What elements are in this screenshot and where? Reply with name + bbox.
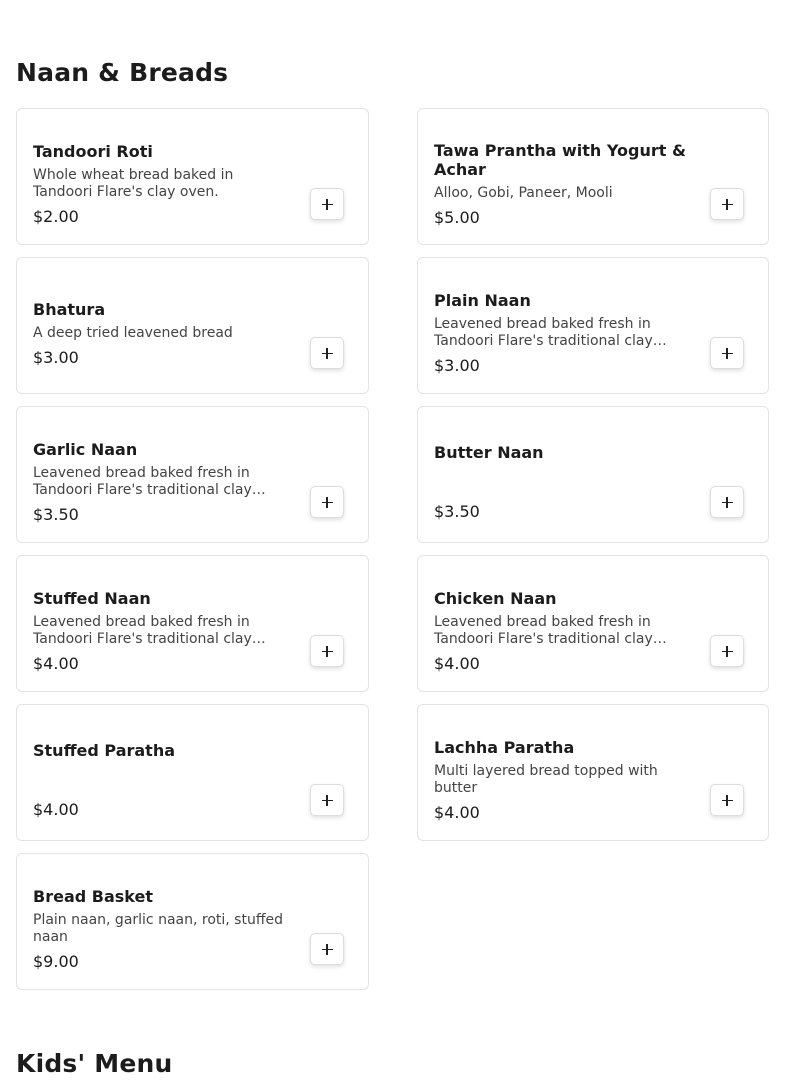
menu-item-card[interactable] — [417, 704, 769, 841]
add-to-cart-button[interactable] — [710, 486, 744, 518]
item-name: Bread Basket — [33, 887, 153, 906]
plus-icon — [322, 497, 333, 508]
plus-icon — [322, 646, 333, 657]
item-name: Stuffed Naan — [33, 589, 151, 608]
add-to-cart-button[interactable] — [310, 933, 344, 965]
menu-item-info — [434, 407, 692, 542]
menu-item-info — [33, 109, 292, 244]
item-description: Alloo, Gobi, Paneer, Mooli — [434, 185, 613, 201]
add-to-cart-button[interactable] — [710, 188, 744, 220]
section-title-kids-menu: Kids' Menu — [16, 1049, 173, 1078]
menu-item-card[interactable] — [16, 853, 369, 990]
menu-item-card[interactable] — [16, 406, 369, 543]
add-to-cart-button[interactable] — [310, 486, 344, 518]
item-description: A deep tried leavened bread — [33, 324, 233, 341]
item-name: Butter Naan — [434, 443, 544, 462]
menu-item-info — [33, 705, 292, 840]
item-price: $9.00 — [33, 952, 79, 971]
item-description: Leavened bread baked fresh in Tandoori Flare's traditional clay — [33, 614, 252, 647]
item-description: Whole wheat bread baked in Tandoori Flare's clay oven. — [33, 167, 234, 200]
plus-icon — [722, 646, 733, 657]
plus-icon — [722, 795, 733, 806]
menu-item-card[interactable] — [417, 406, 769, 543]
item-price: $3.00 — [434, 356, 480, 375]
plus-icon — [322, 944, 333, 955]
item-price: $2.00 — [33, 207, 79, 226]
menu-item-card[interactable] — [16, 257, 369, 394]
item-description: Plain naan, garlic naan, roti, stuffed naan — [33, 912, 283, 945]
plus-icon — [322, 795, 333, 806]
menu-item-card[interactable] — [16, 108, 369, 245]
item-price: $4.00 — [434, 803, 480, 822]
item-price: $4.00 — [434, 654, 480, 673]
menu-item-info — [33, 854, 292, 989]
plus-icon — [722, 199, 733, 210]
item-description: Leavened bread baked fresh in Tandoori Flare's traditional clay — [33, 465, 252, 498]
menu-item-info — [434, 258, 692, 393]
menu-item-card[interactable] — [417, 108, 769, 245]
item-description: Multi layered bread topped with butter — [434, 763, 658, 796]
section-title-naan-breads: Naan & Breads — [16, 58, 229, 87]
menu-item-card[interactable] — [417, 555, 769, 692]
item-price: $4.00 — [33, 800, 79, 819]
menu-item-info — [434, 705, 692, 840]
item-name: Plain Naan — [434, 291, 531, 310]
item-name: Bhatura — [33, 299, 106, 319]
menu-item-info — [33, 407, 292, 542]
menu-item-info — [434, 109, 692, 244]
item-description: Leavened bread baked fresh in Tandoori Flare's traditional clay — [434, 614, 653, 647]
add-to-cart-button[interactable] — [710, 784, 744, 816]
add-to-cart-button[interactable] — [310, 188, 344, 220]
item-name: Garlic Naan — [33, 440, 138, 459]
item-name: Chicken Naan — [434, 589, 557, 608]
menu-item-info — [33, 556, 292, 691]
plus-icon — [722, 348, 733, 359]
add-to-cart-button[interactable] — [310, 337, 344, 369]
menu-item-info — [434, 556, 692, 691]
menu-item-card[interactable] — [16, 555, 369, 692]
item-description — [33, 766, 292, 794]
menu-items-grid — [16, 108, 769, 990]
item-description: Leavened bread baked fresh in Tandoori Flare's traditional clay — [434, 316, 653, 349]
item-price: $3.00 — [33, 347, 79, 367]
item-name: Tandoori Roti — [33, 142, 153, 161]
item-price: $4.00 — [33, 654, 79, 673]
item-name: Tawa Prantha with Yogurt & Achar — [434, 141, 686, 179]
item-name: Stuffed Paratha — [33, 741, 176, 760]
plus-icon — [322, 199, 333, 210]
add-to-cart-button[interactable] — [710, 635, 744, 667]
menu-item-card[interactable] — [417, 257, 769, 394]
item-name: Lachha Paratha — [434, 738, 575, 757]
add-to-cart-button[interactable] — [310, 784, 344, 816]
menu-item-card[interactable] — [16, 704, 369, 841]
plus-icon — [322, 348, 333, 359]
item-price: $3.50 — [434, 502, 480, 521]
add-to-cart-button[interactable] — [710, 337, 744, 369]
add-to-cart-button[interactable] — [310, 635, 344, 667]
menu-item-info — [33, 258, 292, 393]
item-price: $5.00 — [434, 208, 480, 227]
plus-icon — [722, 497, 733, 508]
item-description — [434, 468, 692, 496]
item-price: $3.50 — [33, 505, 79, 524]
